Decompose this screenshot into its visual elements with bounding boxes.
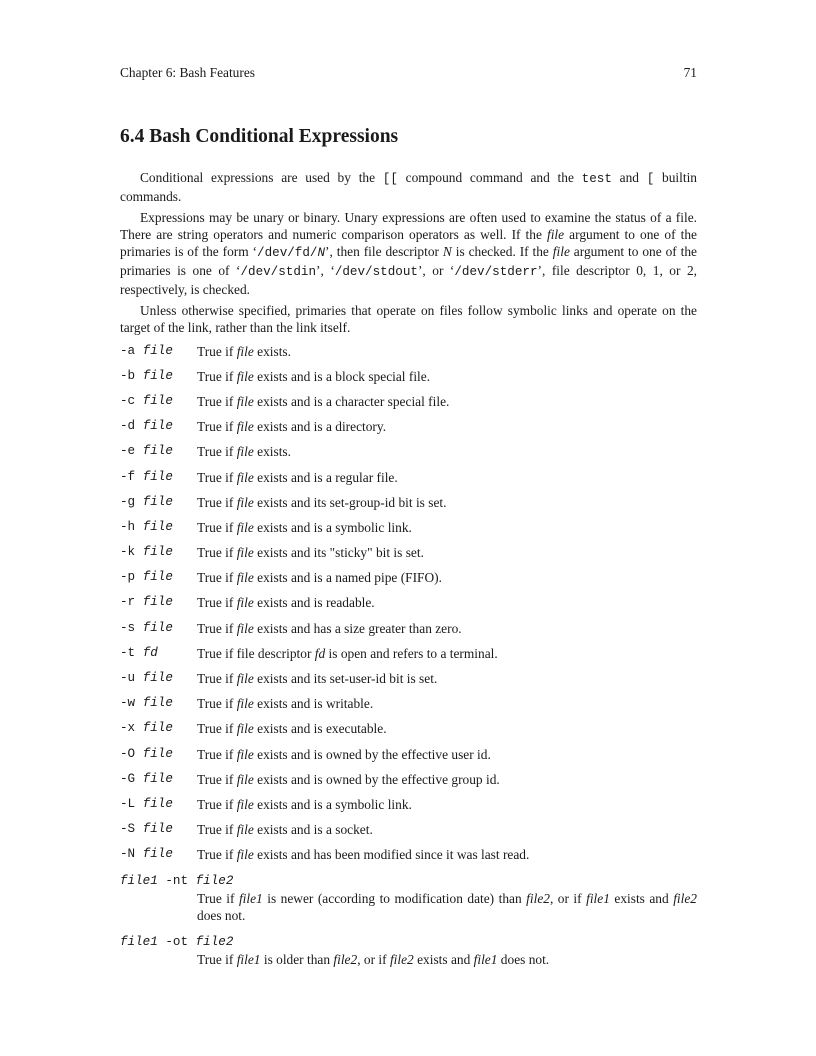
expressions-paragraph: Expressions may be unary or binary. Unary expressions are often used to examine the status of a file. There are string operators and numeric comparison operators as well. If the file argument to one of the primaries is of the form ‘/dev/fd/N’, then file descriptor N is checked. If the file argument to one of the primaries is one of ‘/dev/stdin’, ‘/dev/stdout’, or ‘/dev/stderr’, file descriptor 0, 1, or 2, respectively, is checked.	[120, 210, 697, 297]
primary-term: -a file	[120, 343, 173, 358]
primary-term: -G file	[120, 771, 173, 786]
primary-term: file1 -nt file2	[120, 873, 234, 888]
primary-row	[120, 493, 697, 518]
primary-description: True if file exists and is a character special file.	[197, 393, 450, 409]
primary-description: True if file exists and is a symbolic link.	[197, 796, 412, 812]
primary-ot	[120, 934, 697, 968]
chapter-title: Chapter 6: Bash Features	[120, 65, 255, 80]
primary-term: -g file	[120, 494, 173, 509]
primary-row	[120, 443, 697, 468]
primary-term: -s file	[120, 620, 173, 635]
primary-row	[120, 644, 697, 669]
primary-description: True if file exists and is owned by the effective group id.	[197, 771, 500, 787]
primary-row	[120, 367, 697, 392]
primary-term: -h file	[120, 519, 173, 534]
primary-description: True if file exists and has been modified since it was last read.	[197, 847, 530, 863]
primary-row	[120, 518, 697, 543]
primary-row	[120, 821, 697, 846]
primary-term: -d file	[120, 419, 173, 434]
primary-description: True if file exists and is writable.	[197, 696, 374, 712]
primary-row	[120, 795, 697, 820]
primary-row	[120, 418, 697, 443]
primary-row	[120, 846, 697, 871]
primary-description: True if file exists and its set-group-id bit is set.	[197, 494, 447, 510]
primary-description: True if file descriptor fd is open and refers to a terminal.	[197, 645, 498, 661]
primary-description: True if file1 is newer (according to modification date) than file2, or if file1 exists and file2 does not.	[197, 890, 697, 923]
primary-term: -O file	[120, 746, 173, 761]
primary-term: -k file	[120, 545, 173, 560]
primary-row	[120, 720, 697, 745]
primary-term: file1 -ot file2	[120, 934, 234, 949]
primary-description: True if file exists and is a socket.	[197, 822, 373, 838]
primary-nt	[120, 873, 697, 924]
primary-row	[120, 669, 697, 694]
primary-description: True if file exists and is readable.	[197, 595, 375, 611]
primary-term: -e file	[120, 444, 173, 459]
running-header	[120, 64, 697, 81]
primary-description: True if file exists.	[197, 343, 291, 359]
primary-term: -N file	[120, 847, 173, 862]
primary-term: -c file	[120, 393, 173, 408]
primary-row	[120, 544, 697, 569]
primary-term: -S file	[120, 822, 173, 837]
primary-description: True if file exists and its "sticky" bit is set.	[197, 545, 424, 561]
section-body	[120, 169, 697, 968]
primary-row	[120, 569, 697, 594]
primary-description: True if file exists.	[197, 444, 291, 460]
primary-term: -x file	[120, 721, 173, 736]
primary-term: -b file	[120, 368, 173, 383]
primary-row	[120, 770, 697, 795]
primary-description: True if file exists and is a block special file.	[197, 368, 431, 384]
primary-term: -r file	[120, 595, 173, 610]
primary-description: True if file1 is older than file2, or if file2 exists and file1 does not.	[197, 951, 550, 967]
primary-row	[120, 468, 697, 493]
primary-row	[120, 695, 697, 720]
primary-description: True if file exists and is a named pipe (FIFO).	[197, 570, 442, 586]
primary-term: -p file	[120, 570, 173, 585]
primary-description: True if file exists and is owned by the effective user id.	[197, 746, 491, 762]
primary-term: -t fd	[120, 645, 158, 660]
primary-row	[120, 594, 697, 619]
symlink-paragraph: Unless otherwise specified, primaries that operate on files follow symbolic links and operate on the target of the link, rather than the link itself.	[120, 303, 697, 335]
section-heading: 6.4 Bash Conditional Expressions	[120, 126, 399, 147]
primary-term: -L file	[120, 796, 173, 811]
primary-row	[120, 392, 697, 417]
primary-row	[120, 619, 697, 644]
intro-paragraph: Conditional expressions are used by the [[ compound command and the test and [ builtin commands.	[120, 170, 697, 204]
primary-description: True if file exists and is a regular file.	[197, 469, 398, 485]
primary-term: -f file	[120, 469, 173, 484]
primary-description: True if file exists and its set-user-id bit is set.	[197, 671, 438, 687]
primary-description: True if file exists and is executable.	[197, 721, 387, 737]
page-number: 71	[683, 65, 697, 80]
primary-term: -u file	[120, 671, 173, 686]
primary-description: True if file exists and is a symbolic link.	[197, 519, 412, 535]
primary-row	[120, 745, 697, 770]
primary-description: True if file exists and is a directory.	[197, 419, 387, 435]
primary-description: True if file exists and has a size greater than zero.	[197, 620, 462, 636]
primaries-list	[120, 342, 697, 871]
primary-term: -w file	[120, 696, 173, 711]
primary-row	[120, 342, 697, 367]
